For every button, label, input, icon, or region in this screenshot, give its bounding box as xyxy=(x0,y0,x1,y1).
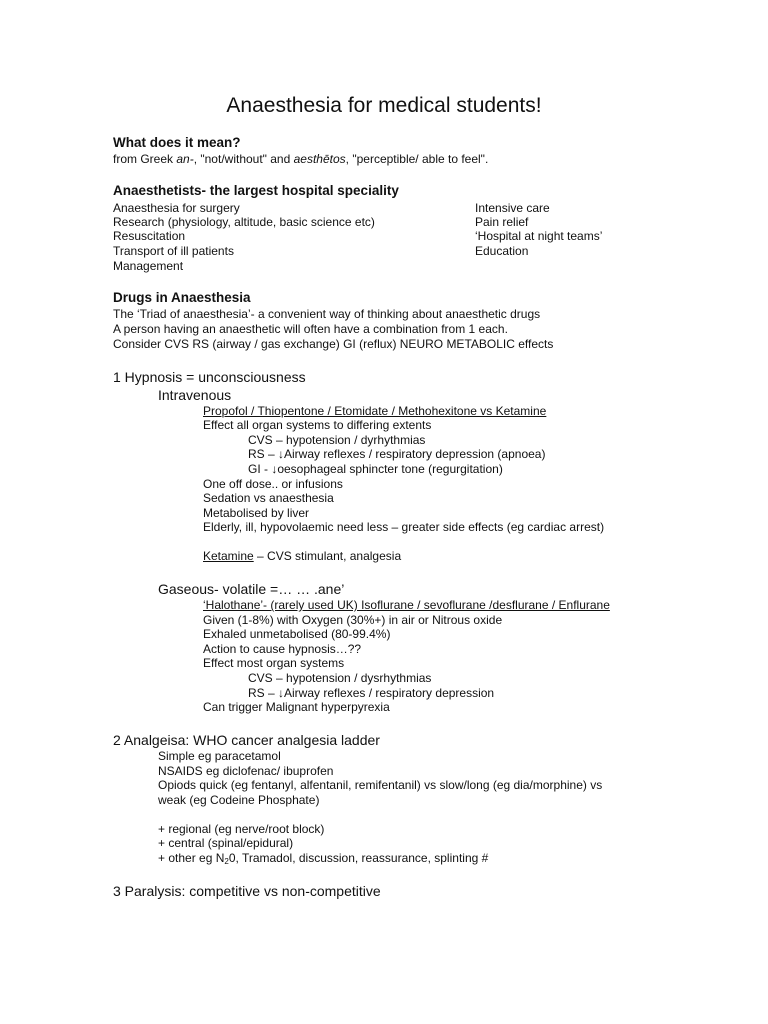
paralysis-heading: 3 Paralysis: competitive vs non-competitive xyxy=(113,883,381,899)
page-title: Anaesthesia for medical students! xyxy=(226,94,542,117)
analgesia-plus-2: + central (spinal/epidural) xyxy=(158,836,294,850)
meaning-mid: , "not/without" and xyxy=(193,152,294,166)
anaesthetists-heading: Anaesthetists- the largest hospital speciality xyxy=(113,183,399,198)
analgesia-line-1: Simple eg paracetamol xyxy=(158,749,281,763)
role-left-5: Management xyxy=(113,259,184,273)
volatile-cvs: CVS – hypotension / dysrhythmias xyxy=(248,671,432,685)
volatile-given: Given (1-8%) with Oxygen (30%+) in air or Nitrous oxide xyxy=(203,613,503,627)
meaning-text xyxy=(113,153,488,165)
hypnosis-heading: 1 Hypnosis = unconsciousness xyxy=(113,369,306,385)
meaning-pre: from Greek xyxy=(113,152,177,166)
meaning-an: an- xyxy=(176,152,194,166)
analgesia-heading: 2 Analgeisa: WHO cancer analgesia ladder xyxy=(113,732,380,748)
iv-drug-list: Propofol / Thiopentone / Etomidate / Methohexitone vs Ketamine xyxy=(203,404,547,418)
ketamine-label: Ketamine xyxy=(203,549,254,563)
role-right-4: Education xyxy=(475,244,529,258)
analgesia-line-4: weak (eg Codeine Phosphate) xyxy=(158,793,320,807)
volatile-effect: Effect most organ systems xyxy=(203,656,345,670)
iv-gi: GI - ↓oesophageal sphincter tone (regurgitation) xyxy=(248,462,503,476)
analgesia-other xyxy=(158,852,488,864)
role-left-2: Research (physiology, altitude, basic science etc) xyxy=(113,215,375,229)
other-sub: 2 xyxy=(224,857,229,866)
analgesia-line-3: Opiods quick (eg fentanyl, alfentanil, remifentanil) vs slow/long (eg dia/morphine) vs xyxy=(158,778,603,792)
iv-cvs: CVS – hypotension / dyrhythmias xyxy=(248,433,426,447)
iv-line-4: Elderly, ill, hypovolaemic need less – greater side effects (eg cardiac arrest) xyxy=(203,520,605,534)
iv-rs: RS – ↓Airway reflexes / respiratory depression (apnoea) xyxy=(248,447,546,461)
role-right-3: ‘Hospital at night teams’ xyxy=(475,229,603,243)
ketamine-line xyxy=(203,550,401,562)
other-post: 0, Tramadol, discussion, reassurance, splinting # xyxy=(228,851,489,865)
drugs-line-3: Consider CVS RS (airway / gas exchange) GI (reflux) NEURO METABOLIC effects xyxy=(113,337,554,351)
drugs-line-2: A person having an anaesthetic will often have a combination from 1 each. xyxy=(113,322,508,336)
volatile-malignant: Can trigger Malignant hyperpyrexia xyxy=(203,700,390,714)
analgesia-plus-1: + regional (eg nerve/root block) xyxy=(158,822,325,836)
volatile-action: Action to cause hypnosis…?? xyxy=(203,642,362,656)
iv-line-3: Metabolised by liver xyxy=(203,506,310,520)
role-left-1: Anaesthesia for surgery xyxy=(113,201,240,215)
volatile-exhaled: Exhaled unmetabolised (80-99.4%) xyxy=(203,627,391,641)
role-right-1: Intensive care xyxy=(475,201,550,215)
iv-line-1: One off dose.. or infusions xyxy=(203,477,343,491)
meaning-aesthetos: aesthētos xyxy=(293,152,346,166)
intravenous-heading: Intravenous xyxy=(158,387,232,403)
iv-line-2: Sedation vs anaesthesia xyxy=(203,491,334,505)
volatile-rs: RS – ↓Airway reflexes / respiratory depression xyxy=(248,686,495,700)
drugs-heading: Drugs in Anaesthesia xyxy=(113,290,251,305)
role-left-3: Resuscitation xyxy=(113,229,186,243)
ketamine-desc: – CVS stimulant, analgesia xyxy=(253,549,402,563)
iv-effect: Effect all organ systems to differing extents xyxy=(203,418,432,432)
volatile-list: ‘Halothane’- (rarely used UK) Isoflurane / sevoflurane /desflurane / Enflurane xyxy=(203,598,610,612)
meaning-post: , "perceptible/ able to feel". xyxy=(345,152,489,166)
other-pre: + other eg N xyxy=(158,851,225,865)
gaseous-heading: Gaseous- volatile =… … .ane’ xyxy=(158,581,345,597)
analgesia-line-2: NSAIDS eg diclofenac/ ibuprofen xyxy=(158,764,334,778)
meaning-heading: What does it mean? xyxy=(113,135,241,150)
drugs-line-1: The ‘Triad of anaesthesia’- a convenient way of thinking about anaesthetic drugs xyxy=(113,307,541,321)
role-right-2: Pain relief xyxy=(475,215,529,229)
role-left-4: Transport of ill patients xyxy=(113,244,234,258)
